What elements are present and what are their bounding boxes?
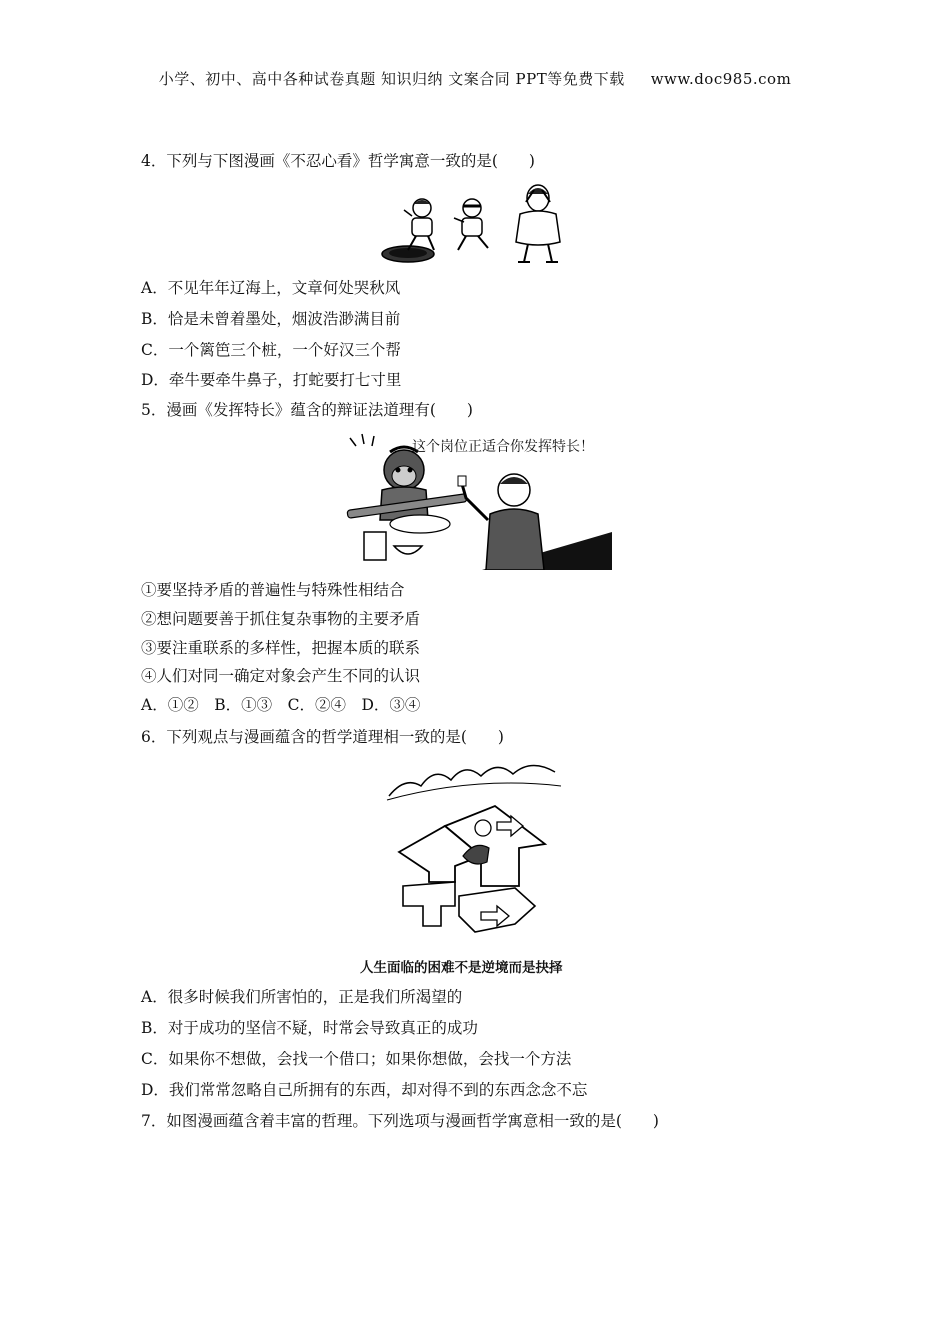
q4-option-c: C．一个篱笆三个桩，一个好汉三个帮 — [141, 341, 401, 359]
q5-item-3: ③要注重联系的多样性，把握本质的联系 — [141, 639, 421, 657]
cartoon-choices-arrows — [385, 756, 565, 952]
q6-option-c: C．如果你不想做，会找一个借口；如果你想做，会找一个方法 — [141, 1050, 572, 1068]
q4-option-b: B．恰是未曾着墨处，烟波浩渺满目前 — [141, 310, 401, 328]
header-text: 小学、初中、高中各种试卷真题 知识归纳 文案合同 PPT等免费下载 — [158, 70, 625, 88]
q5-item-1: ①要坚持矛盾的普遍性与特殊性相结合 — [141, 581, 405, 599]
question-5-stem: 5．漫画《发挥特长》蕴含的辩证法道理有( ) — [141, 401, 473, 419]
q4-option-a: A．不见年年辽海上，文章何处哭秋风 — [141, 279, 401, 297]
q5-item-4: ④人们对同一确定对象会产生不同的认识 — [141, 667, 421, 685]
q6-option-b: B．对于成功的坚信不疑，时常会导致真正的成功 — [141, 1019, 478, 1037]
q4-option-d: D．牵牛要牵牛鼻子，打蛇要打七寸里 — [141, 371, 402, 389]
cartoon-caption: 人生面临的困难不是逆境而是抉择 — [360, 960, 563, 976]
q6-option-a: A．很多时候我们所害怕的，正是我们所渴望的 — [141, 988, 463, 1006]
q5-item-2: ②想问题要善于抓住复杂事物的主要矛盾 — [141, 610, 421, 628]
q6-option-d: D．我们常常忽略自己所拥有的东西，却对得不到的东西念念不忘 — [141, 1081, 588, 1099]
cartoon-not-bear-to-look — [378, 180, 578, 268]
cartoon-speech-bubble: 这个岗位正适合你发挥特长！ — [412, 439, 594, 455]
header-site: www.doc985.com — [650, 70, 792, 88]
question-7-stem: 7．如图漫画蕴含着丰富的哲理。下列选项与漫画哲学寓意相一致的是( ) — [141, 1112, 659, 1130]
q5-answer-options: A．①② B．①③ C．②④ D．③④ — [141, 696, 421, 714]
question-4-stem: 4．下列与下图漫画《不忍心看》哲学寓意一致的是( ) — [141, 152, 535, 170]
page-header — [0, 68, 950, 89]
question-6-stem: 6．下列观点与漫画蕴含的哲学道理相一致的是( ) — [141, 728, 504, 746]
